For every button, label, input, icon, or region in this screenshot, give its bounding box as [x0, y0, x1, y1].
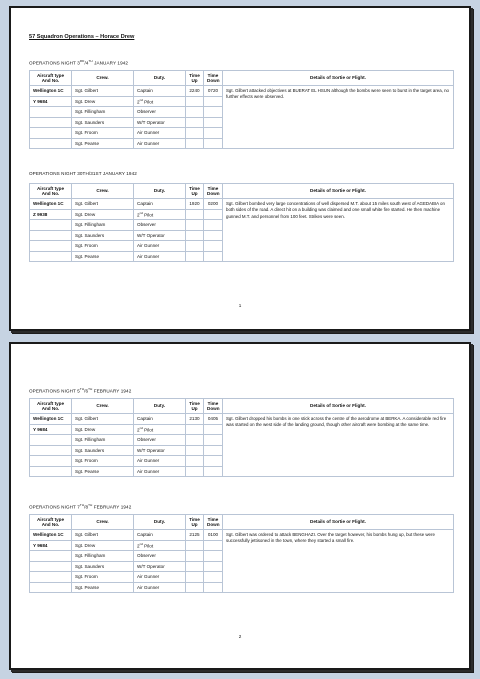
heading-text: OPERATIONS NIGHT 3	[29, 60, 80, 66]
crew-name: Sgt. Fillingham	[72, 107, 134, 118]
time-down-header: Time Down	[204, 515, 223, 530]
crew-name: Sgt. Pearse	[72, 582, 134, 593]
table-header-row	[30, 184, 454, 199]
crew-duty	[134, 117, 186, 128]
time-up	[186, 466, 204, 477]
aircraft-cell: Y 9684	[30, 96, 72, 107]
time-down	[204, 456, 223, 467]
heading-ordinal: TH	[88, 503, 93, 507]
crew-duty	[134, 582, 186, 593]
aircraft-cell	[30, 230, 72, 241]
time-up	[186, 582, 204, 593]
crew-row	[30, 530, 454, 541]
time-up: 2130	[186, 414, 204, 425]
aircraft-cell	[30, 435, 72, 446]
duty-text: Air Gunner	[137, 130, 160, 136]
crew-name: Sgt. Pearse	[72, 138, 134, 149]
time-down	[204, 241, 223, 252]
aircraft-cell: Wellington 1C	[30, 530, 72, 541]
aircraft-cell: Z 9938	[30, 209, 72, 220]
time-down	[204, 561, 223, 572]
aircraft-cell	[30, 117, 72, 128]
duty-text: Pilot	[142, 427, 154, 433]
time-down	[204, 128, 223, 139]
duty-text: Air Gunner	[137, 243, 160, 249]
details-header: Details of Sortie or Flight.	[223, 184, 454, 199]
time-up-header: Time Up	[186, 71, 204, 86]
sortie-details: Sgt. Gilbert attacked objectives at BUERAT EL HSUN although the bombs were seen to burst in the target area, no further effects were observed.	[223, 86, 454, 149]
aircraft-cell	[30, 128, 72, 139]
duty-header: Duty.	[134, 399, 186, 414]
duty-text: Air Gunner	[137, 458, 160, 464]
duty-text: W/T Operator	[137, 447, 165, 453]
duty-text: Captain	[137, 416, 153, 422]
time-up	[186, 445, 204, 456]
time-down	[204, 540, 223, 551]
aircraft-cell	[30, 138, 72, 149]
crew-duty	[134, 414, 186, 425]
time-down	[204, 209, 223, 220]
time-up	[186, 117, 204, 128]
operation-heading	[29, 59, 128, 66]
time-down	[204, 96, 223, 107]
time-up: 2125	[186, 530, 204, 541]
operation-heading	[29, 503, 131, 510]
details-header: Details of Sortie or Flight.	[223, 71, 454, 86]
sortie-details: Sgt. Gilbert was ordered to attack BENGHAZI. Over the target however, his bombs hung up, but these were successfully jettisoned in the town, where they started a small fire.	[223, 530, 454, 593]
crew-duty	[134, 445, 186, 456]
duty-text: Air Gunner	[137, 584, 160, 590]
time-down	[204, 424, 223, 435]
duty-text: Air Gunner	[137, 468, 160, 474]
aircraft-cell: Wellington 1C	[30, 199, 72, 210]
time-down	[204, 138, 223, 149]
crew-name: Sgt. Saunders	[72, 561, 134, 572]
time-down: 0200	[204, 199, 223, 210]
details-header: Details of Sortie or Flight.	[223, 515, 454, 530]
heading-ordinal: TH	[79, 503, 85, 507]
crew-name: Sgt. Drew	[72, 540, 134, 551]
crew-row	[30, 199, 454, 210]
time-down	[204, 466, 223, 477]
heading-text: /4	[84, 60, 89, 66]
crew-duty	[134, 561, 186, 572]
duty-text: W/T Operator	[137, 563, 165, 569]
aircraft-cell	[30, 466, 72, 477]
time-down	[204, 572, 223, 583]
time-up: 1920	[186, 199, 204, 210]
crew-duty	[134, 241, 186, 252]
crew-name: Sgt. Saunders	[72, 445, 134, 456]
duty-text: Captain	[137, 532, 153, 538]
duty-text: 2	[137, 543, 140, 549]
crew-duty	[134, 230, 186, 241]
duty-text: Captain	[137, 88, 153, 94]
crew-duty	[134, 96, 186, 107]
operations-table	[29, 398, 454, 477]
heading-ordinal: TH	[79, 387, 85, 391]
time-down: 0405	[204, 414, 223, 425]
crew-name: Sgt. Gilbert	[72, 414, 134, 425]
time-up-header: Time Up	[186, 515, 204, 530]
time-up	[186, 551, 204, 562]
crew-name: Sgt. Gilbert	[72, 86, 134, 97]
document-title: 57 Squadron Operations – Horace Drew	[29, 34, 135, 40]
time-down-header: Time Down	[204, 71, 223, 86]
time-up	[186, 209, 204, 220]
aircraft-header: Aircraft type And No.	[30, 184, 72, 199]
duty-text: 2	[137, 99, 140, 105]
aircraft-cell	[30, 456, 72, 467]
duty-text: Pilot	[142, 99, 154, 105]
heading-text: JANUARY 1942	[92, 60, 129, 66]
aircraft-cell	[30, 107, 72, 118]
crew-name: Sgt. Drew	[72, 209, 134, 220]
crew-header: Crew.	[72, 71, 134, 86]
time-up	[186, 424, 204, 435]
aircraft-cell	[30, 445, 72, 456]
crew-name: Sgt. Froom	[72, 572, 134, 583]
time-up	[186, 561, 204, 572]
duty-text: 2	[137, 212, 140, 218]
time-down	[204, 251, 223, 262]
heading-ordinal: TH	[88, 59, 93, 63]
aircraft-cell	[30, 582, 72, 593]
operation-heading	[29, 387, 131, 394]
time-up	[186, 572, 204, 583]
duty-text: Observer	[137, 437, 156, 443]
time-up-header: Time Up	[186, 184, 204, 199]
crew-duty	[134, 530, 186, 541]
crew-name: Sgt. Pearse	[72, 251, 134, 262]
duty-text: Observer	[137, 222, 156, 228]
aircraft-header: Aircraft type And No.	[30, 399, 72, 414]
heading-ordinal: TH	[88, 387, 93, 391]
aircraft-cell: Y 9684	[30, 424, 72, 435]
heading-text: /6	[84, 388, 89, 394]
time-up	[186, 107, 204, 118]
time-down	[204, 582, 223, 593]
page-number: 1	[238, 303, 242, 308]
duty-text: Air Gunner	[137, 140, 160, 146]
time-down: 0100	[204, 530, 223, 541]
crew-duty	[134, 138, 186, 149]
crew-duty	[134, 551, 186, 562]
crew-duty	[134, 424, 186, 435]
crew-duty	[134, 540, 186, 551]
time-up	[186, 96, 204, 107]
time-up	[186, 251, 204, 262]
time-up	[186, 230, 204, 241]
crew-header: Crew.	[72, 399, 134, 414]
operations-table	[29, 183, 454, 262]
duty-text: W/T Operator	[137, 119, 165, 125]
duty-ordinal: nd	[139, 97, 143, 102]
duty-text: Pilot	[142, 212, 154, 218]
operations-table	[29, 514, 454, 593]
duty-text: Air Gunner	[137, 253, 160, 259]
crew-header: Crew.	[72, 184, 134, 199]
crew-duty	[134, 572, 186, 583]
time-down	[204, 117, 223, 128]
duty-header: Duty.	[134, 71, 186, 86]
crew-name: Sgt. Pearse	[72, 466, 134, 477]
crew-duty	[134, 251, 186, 262]
crew-name: Sgt. Gilbert	[72, 199, 134, 210]
crew-name: Sgt. Froom	[72, 128, 134, 139]
crew-duty	[134, 466, 186, 477]
page-number: 2	[238, 634, 242, 639]
time-down-header: Time Down	[204, 184, 223, 199]
aircraft-cell	[30, 551, 72, 562]
operation-heading	[29, 171, 137, 176]
time-up-header: Time Up	[186, 399, 204, 414]
crew-duty	[134, 456, 186, 467]
crew-duty	[134, 199, 186, 210]
duty-text: Observer	[137, 109, 156, 115]
time-down	[204, 220, 223, 231]
aircraft-header: Aircraft type And No.	[30, 515, 72, 530]
aircraft-cell: Y 9684	[30, 540, 72, 551]
aircraft-cell: Wellington 1C	[30, 414, 72, 425]
time-down-header: Time Down	[204, 399, 223, 414]
time-up	[186, 456, 204, 467]
crew-header: Crew.	[72, 515, 134, 530]
crew-name: Sgt. Fillingham	[72, 220, 134, 231]
duty-ordinal: nd	[139, 210, 143, 215]
crew-row	[30, 414, 454, 425]
crew-duty	[134, 209, 186, 220]
aircraft-cell: Wellington 1C	[30, 86, 72, 97]
document-page-2	[9, 342, 471, 670]
time-up	[186, 241, 204, 252]
duty-header: Duty.	[134, 515, 186, 530]
duty-text: W/T Operator	[137, 232, 165, 238]
details-header: Details of Sortie or Flight.	[223, 399, 454, 414]
time-up: 2240	[186, 86, 204, 97]
crew-duty	[134, 435, 186, 446]
time-down	[204, 107, 223, 118]
table-header-row	[30, 399, 454, 414]
crew-row	[30, 86, 454, 97]
duty-text: 2	[137, 427, 140, 433]
sortie-details: Sgt. Gilbert dropped his bombs in one stick across the centre of the aerodrome at BERKA. A considerable red fire was started on the west side of the landing ground, though other aircraft were bombing at the same time.	[223, 414, 454, 477]
heading-text: FEBRUARY 1942	[92, 504, 132, 510]
aircraft-cell	[30, 241, 72, 252]
duty-ordinal: nd	[139, 541, 143, 546]
crew-name: Sgt. Gilbert	[72, 530, 134, 541]
crew-name: Sgt. Froom	[72, 241, 134, 252]
aircraft-header: Aircraft type And No.	[30, 71, 72, 86]
heading-ordinal: RD	[79, 59, 85, 63]
duty-ordinal: nd	[139, 425, 143, 430]
time-up	[186, 128, 204, 139]
crew-name: Sgt. Saunders	[72, 117, 134, 128]
heading-text: FEBRUARY 1942	[92, 388, 132, 394]
sortie-details: Sgt. Gilbert bombed very large concentrations of well dispersed M.T. about 15 miles south west of AGEDABIA on both sides of the road. A direct hit on a building was claimed and one small white fire started. He then machine gunned M.T. and personnel from 100 feet. Strikes were seen.	[223, 199, 454, 262]
crew-name: Sgt. Saunders	[72, 230, 134, 241]
duty-text: Captain	[137, 201, 153, 207]
time-up	[186, 540, 204, 551]
duty-header: Duty.	[134, 184, 186, 199]
table-header-row	[30, 71, 454, 86]
time-up	[186, 435, 204, 446]
aircraft-cell	[30, 561, 72, 572]
time-down	[204, 445, 223, 456]
heading-text: OPERATIONS NIGHT 5	[29, 388, 80, 394]
time-down	[204, 435, 223, 446]
crew-name: Sgt. Fillingham	[72, 551, 134, 562]
document-page-1	[9, 6, 471, 331]
duty-text: Pilot	[142, 543, 154, 549]
aircraft-cell	[30, 572, 72, 583]
crew-duty	[134, 220, 186, 231]
duty-text: Air Gunner	[137, 574, 160, 580]
heading-text: OPERATIONS NIGHT 7	[29, 504, 80, 510]
aircraft-cell	[30, 220, 72, 231]
crew-duty	[134, 86, 186, 97]
time-up	[186, 138, 204, 149]
crew-duty	[134, 128, 186, 139]
heading-text: /8	[84, 504, 89, 510]
crew-name: Sgt. Fillingham	[72, 435, 134, 446]
crew-name: Sgt. Froom	[72, 456, 134, 467]
time-down	[204, 230, 223, 241]
time-down	[204, 551, 223, 562]
duty-text: Observer	[137, 553, 156, 559]
time-down: 0720	[204, 86, 223, 97]
operations-table	[29, 70, 454, 149]
table-header-row	[30, 515, 454, 530]
time-up	[186, 220, 204, 231]
heading-text: OPERATIONS NIGHT 30TH/31ST JANUARY 1942	[29, 171, 137, 176]
crew-name: Sgt. Drew	[72, 424, 134, 435]
crew-name: Sgt. Drew	[72, 96, 134, 107]
crew-duty	[134, 107, 186, 118]
aircraft-cell	[30, 251, 72, 262]
